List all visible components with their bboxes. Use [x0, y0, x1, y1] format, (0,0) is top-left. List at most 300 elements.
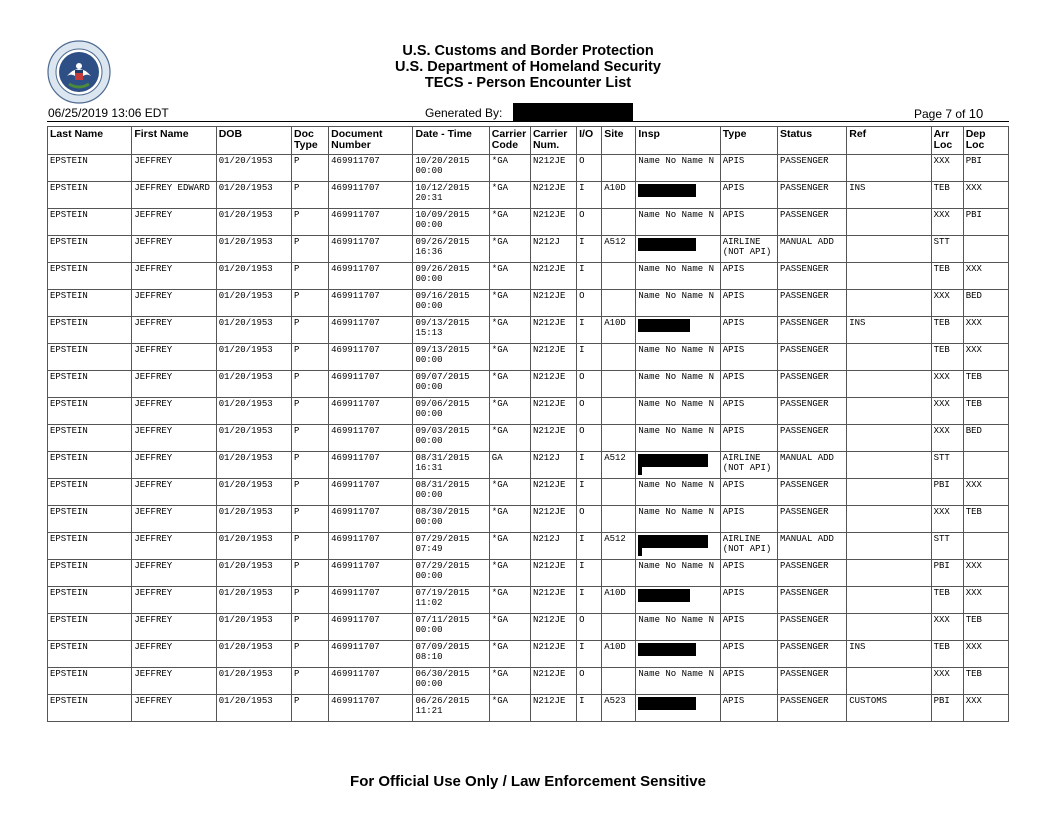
table-row: [48, 290, 1009, 317]
cell-last-name: EPSTEIN: [48, 452, 132, 479]
cell-insp: [636, 236, 720, 263]
cell-dep-loc: PBI: [963, 155, 1008, 182]
cell-carrier-code: *GA: [489, 263, 530, 290]
cell-date-time: 10/09/2015 00:00: [413, 209, 489, 236]
cell-carrier-num: N212JE: [530, 479, 576, 506]
cell-ref: CUSTOMS: [847, 695, 931, 722]
cell-ref: [847, 614, 931, 641]
cell-carrier-code: *GA: [489, 425, 530, 452]
cell-document-number: 469911707: [329, 398, 413, 425]
cell-status: PASSENGER: [777, 668, 846, 695]
cell-carrier-code: *GA: [489, 317, 530, 344]
cell-io: I: [577, 452, 602, 479]
cell-doc-type: P: [292, 263, 329, 290]
cell-dob: 01/20/1953: [216, 398, 291, 425]
cell-insp: Name No Name N: [636, 398, 720, 425]
cell-carrier-code: *GA: [489, 155, 530, 182]
cell-site: A523: [602, 695, 636, 722]
cell-carrier-num: N212JE: [530, 560, 576, 587]
cell-dep-loc: XXX: [963, 182, 1008, 209]
cell-io: I: [577, 641, 602, 668]
cell-last-name: EPSTEIN: [48, 344, 132, 371]
table-row: [48, 344, 1009, 371]
table-row: [48, 236, 1009, 263]
cell-dep-loc: XXX: [963, 587, 1008, 614]
cell-type: APIS: [720, 398, 777, 425]
cell-document-number: 469911707: [329, 452, 413, 479]
cell-document-number: 469911707: [329, 587, 413, 614]
cell-ref: [847, 344, 931, 371]
cell-last-name: EPSTEIN: [48, 236, 132, 263]
cell-last-name: EPSTEIN: [48, 479, 132, 506]
cell-dob: 01/20/1953: [216, 344, 291, 371]
cell-carrier-num: N212JE: [530, 182, 576, 209]
cell-date-time: 06/26/2015 11:21: [413, 695, 489, 722]
cell-last-name: EPSTEIN: [48, 155, 132, 182]
cell-insp: Name No Name N: [636, 344, 720, 371]
cell-dep-loc: XXX: [963, 695, 1008, 722]
cell-arr-loc: STT: [931, 533, 963, 560]
cell-arr-loc: PBI: [931, 479, 963, 506]
cell-carrier-code: *GA: [489, 479, 530, 506]
cell-carrier-num: N212JE: [530, 398, 576, 425]
report-title: TECS - Person Encounter List: [424, 75, 632, 91]
cell-date-time: 07/19/2015 11:02: [413, 587, 489, 614]
cell-io: I: [577, 236, 602, 263]
cell-date-time: 09/26/2015 16:36: [413, 236, 489, 263]
header-rule: [47, 121, 1009, 122]
table-row: [48, 398, 1009, 425]
cell-date-time: 07/29/2015 00:00: [413, 560, 489, 587]
cell-site: A10D: [602, 587, 636, 614]
cell-type: APIS: [720, 290, 777, 317]
cell-last-name: EPSTEIN: [48, 614, 132, 641]
table-row: [48, 560, 1009, 587]
cell-status: PASSENGER: [777, 425, 846, 452]
cell-document-number: 469911707: [329, 236, 413, 263]
cell-io: I: [577, 344, 602, 371]
cell-document-number: 469911707: [329, 560, 413, 587]
cell-carrier-code: *GA: [489, 236, 530, 263]
cell-insp: Name No Name N: [636, 560, 720, 587]
cell-document-number: 469911707: [329, 506, 413, 533]
cell-arr-loc: STT: [931, 452, 963, 479]
cell-insp: [636, 317, 720, 344]
cell-date-time: 07/29/2015 07:49: [413, 533, 489, 560]
cell-insp: Name No Name N: [636, 290, 720, 317]
cell-document-number: 469911707: [329, 668, 413, 695]
cell-ref: [847, 425, 931, 452]
cell-date-time: 09/03/2015 00:00: [413, 425, 489, 452]
cell-document-number: 469911707: [329, 425, 413, 452]
cell-insp: [636, 452, 720, 479]
cell-insp: Name No Name N: [636, 155, 720, 182]
cell-date-time: 10/12/2015 20:31: [413, 182, 489, 209]
cell-last-name: EPSTEIN: [48, 560, 132, 587]
column-header: Carrier Code: [489, 127, 530, 155]
cell-first-name: JEFFREY: [132, 236, 216, 263]
cell-ref: [847, 668, 931, 695]
table-row: [48, 317, 1009, 344]
cell-status: PASSENGER: [777, 344, 846, 371]
redaction-block: [638, 589, 690, 602]
redaction-block: [638, 454, 708, 467]
cell-first-name: JEFFREY: [132, 668, 216, 695]
cell-first-name: JEFFREY: [132, 371, 216, 398]
cell-document-number: 469911707: [329, 614, 413, 641]
cell-site: [602, 479, 636, 506]
cell-date-time: 06/30/2015 00:00: [413, 668, 489, 695]
cell-status: PASSENGER: [777, 209, 846, 236]
cell-carrier-code: *GA: [489, 290, 530, 317]
cell-first-name: JEFFREY: [132, 614, 216, 641]
cell-dep-loc: XXX: [963, 263, 1008, 290]
cell-ref: INS: [847, 641, 931, 668]
cell-doc-type: P: [292, 290, 329, 317]
cell-status: PASSENGER: [777, 317, 846, 344]
page-total: 10: [968, 106, 984, 121]
cell-doc-type: P: [292, 398, 329, 425]
cell-type: APIS: [720, 641, 777, 668]
cell-last-name: EPSTEIN: [48, 695, 132, 722]
cell-site: [602, 425, 636, 452]
table-row: [48, 614, 1009, 641]
cell-insp: [636, 182, 720, 209]
cell-carrier-code: *GA: [489, 641, 530, 668]
cell-dep-loc: XXX: [963, 641, 1008, 668]
cell-doc-type: P: [292, 587, 329, 614]
cell-arr-loc: XXX: [931, 398, 963, 425]
redaction-block: [638, 184, 696, 197]
table-row: [48, 479, 1009, 506]
cell-io: I: [577, 695, 602, 722]
cell-io: O: [577, 290, 602, 317]
cell-site: [602, 560, 636, 587]
cell-ref: [847, 452, 931, 479]
generated-by-label: Generated By:: [425, 106, 503, 120]
cell-carrier-code: *GA: [489, 209, 530, 236]
cell-first-name: JEFFREY: [132, 452, 216, 479]
cell-dep-loc: PBI: [963, 209, 1008, 236]
cell-last-name: EPSTEIN: [48, 317, 132, 344]
cell-type: APIS: [720, 668, 777, 695]
cell-type: APIS: [720, 587, 777, 614]
cell-doc-type: P: [292, 344, 329, 371]
cell-type: APIS: [720, 479, 777, 506]
cell-ref: [847, 209, 931, 236]
cell-io: I: [577, 479, 602, 506]
cell-site: A10D: [602, 317, 636, 344]
cell-dep-loc: BED: [963, 425, 1008, 452]
cell-dep-loc: [963, 452, 1008, 479]
cell-type: APIS: [720, 371, 777, 398]
cell-carrier-num: N212JE: [530, 371, 576, 398]
table-body: [48, 155, 1009, 722]
cell-first-name: JEFFREY: [132, 425, 216, 452]
cell-last-name: EPSTEIN: [48, 290, 132, 317]
cell-status: MANUAL ADD: [777, 452, 846, 479]
cell-type: AIRLINE (NOT API): [720, 533, 777, 560]
cell-ref: [847, 533, 931, 560]
cell-site: [602, 506, 636, 533]
cell-insp: Name No Name N: [636, 506, 720, 533]
redaction-block: [638, 238, 696, 251]
cell-dob: 01/20/1953: [216, 587, 291, 614]
column-header: Carrier Num.: [530, 127, 576, 155]
column-header: Dep Loc: [963, 127, 1008, 155]
cell-ref: [847, 560, 931, 587]
cell-status: PASSENGER: [777, 155, 846, 182]
cell-arr-loc: TEB: [931, 182, 963, 209]
cell-io: I: [577, 263, 602, 290]
table-row: [48, 209, 1009, 236]
cell-first-name: JEFFREY: [132, 317, 216, 344]
cell-doc-type: P: [292, 371, 329, 398]
cell-dob: 01/20/1953: [216, 614, 291, 641]
cell-last-name: EPSTEIN: [48, 371, 132, 398]
cell-carrier-num: N212JE: [530, 614, 576, 641]
cell-arr-loc: XXX: [931, 668, 963, 695]
cell-date-time: 09/13/2015 00:00: [413, 344, 489, 371]
cell-doc-type: P: [292, 236, 329, 263]
cell-io: O: [577, 506, 602, 533]
cell-carrier-code: *GA: [489, 668, 530, 695]
cell-dep-loc: TEB: [963, 398, 1008, 425]
table-row: [48, 668, 1009, 695]
cell-carrier-code: *GA: [489, 344, 530, 371]
cell-carrier-num: N212JE: [530, 290, 576, 317]
cell-dob: 01/20/1953: [216, 479, 291, 506]
redaction-block: [513, 103, 633, 121]
cell-dep-loc: BED: [963, 290, 1008, 317]
table-row: [48, 641, 1009, 668]
cell-ref: [847, 236, 931, 263]
cell-io: O: [577, 209, 602, 236]
cell-carrier-code: *GA: [489, 587, 530, 614]
cell-status: PASSENGER: [777, 641, 846, 668]
cell-site: [602, 344, 636, 371]
cell-type: APIS: [720, 209, 777, 236]
cell-site: [602, 290, 636, 317]
cell-site: [602, 398, 636, 425]
cell-carrier-num: N212JE: [530, 506, 576, 533]
column-header: DOB: [216, 127, 291, 155]
cell-first-name: JEFFREY: [132, 290, 216, 317]
cell-document-number: 469911707: [329, 317, 413, 344]
cell-dob: 01/20/1953: [216, 641, 291, 668]
cell-io: I: [577, 587, 602, 614]
cell-carrier-code: *GA: [489, 182, 530, 209]
cell-status: MANUAL ADD: [777, 236, 846, 263]
cell-dob: 01/20/1953: [216, 560, 291, 587]
cell-date-time: 09/13/2015 15:13: [413, 317, 489, 344]
cell-dep-loc: [963, 236, 1008, 263]
cell-date-time: 09/07/2015 00:00: [413, 371, 489, 398]
cell-status: PASSENGER: [777, 506, 846, 533]
cell-io: I: [577, 533, 602, 560]
cell-type: APIS: [720, 317, 777, 344]
cell-doc-type: P: [292, 452, 329, 479]
cell-first-name: JEFFREY EDWARD: [132, 182, 216, 209]
cell-type: AIRLINE (NOT API): [720, 452, 777, 479]
cell-document-number: 469911707: [329, 479, 413, 506]
cell-carrier-num: N212J: [530, 236, 576, 263]
cell-dob: 01/20/1953: [216, 533, 291, 560]
cell-site: [602, 371, 636, 398]
cell-carrier-code: *GA: [489, 371, 530, 398]
cell-carrier-num: N212J: [530, 533, 576, 560]
cell-document-number: 469911707: [329, 641, 413, 668]
cell-dob: 01/20/1953: [216, 695, 291, 722]
cell-arr-loc: XXX: [931, 209, 963, 236]
cell-date-time: 07/09/2015 08:10: [413, 641, 489, 668]
cell-insp: Name No Name N: [636, 263, 720, 290]
cell-dob: 01/20/1953: [216, 317, 291, 344]
cell-carrier-num: N212JE: [530, 317, 576, 344]
cell-site: [602, 614, 636, 641]
cell-insp: Name No Name N: [636, 668, 720, 695]
cell-date-time: 09/06/2015 00:00: [413, 398, 489, 425]
cell-arr-loc: XXX: [931, 155, 963, 182]
classification-footer: For Official Use Only / Law Enforcement Sensitive: [350, 773, 706, 790]
cell-status: MANUAL ADD: [777, 533, 846, 560]
cell-ref: [847, 506, 931, 533]
cell-arr-loc: XXX: [931, 290, 963, 317]
redaction-block: [638, 697, 696, 710]
cell-carrier-code: GA: [489, 452, 530, 479]
cell-arr-loc: PBI: [931, 695, 963, 722]
column-header: Type: [720, 127, 777, 155]
cell-type: APIS: [720, 182, 777, 209]
cell-dep-loc: TEB: [963, 614, 1008, 641]
table-row: [48, 155, 1009, 182]
cell-first-name: JEFFREY: [132, 533, 216, 560]
cell-doc-type: P: [292, 425, 329, 452]
cell-dep-loc: XXX: [963, 344, 1008, 371]
cell-doc-type: P: [292, 506, 329, 533]
cell-first-name: JEFFREY: [132, 479, 216, 506]
cell-carrier-code: *GA: [489, 506, 530, 533]
cell-first-name: JEFFREY: [132, 344, 216, 371]
cell-type: APIS: [720, 614, 777, 641]
cell-dep-loc: TEB: [963, 506, 1008, 533]
column-header: Doc Type: [292, 127, 329, 155]
cell-insp: [636, 641, 720, 668]
cell-status: PASSENGER: [777, 587, 846, 614]
agency-title: U.S. Customs and Border Protection: [402, 43, 654, 59]
cell-doc-type: P: [292, 533, 329, 560]
cell-carrier-num: N212JE: [530, 155, 576, 182]
cell-last-name: EPSTEIN: [48, 533, 132, 560]
cell-doc-type: P: [292, 668, 329, 695]
cell-site: [602, 668, 636, 695]
cell-first-name: JEFFREY: [132, 506, 216, 533]
cell-arr-loc: XXX: [931, 371, 963, 398]
table-row: [48, 695, 1009, 722]
cell-dob: 01/20/1953: [216, 263, 291, 290]
cell-status: PASSENGER: [777, 479, 846, 506]
report-datetime: 06/25/2019 13:06 EDT: [48, 106, 169, 120]
cell-carrier-code: *GA: [489, 533, 530, 560]
cell-status: PASSENGER: [777, 290, 846, 317]
cell-last-name: EPSTEIN: [48, 668, 132, 695]
cell-doc-type: P: [292, 560, 329, 587]
cell-io: O: [577, 425, 602, 452]
cell-arr-loc: STT: [931, 236, 963, 263]
cell-dob: 01/20/1953: [216, 506, 291, 533]
cell-site: A10D: [602, 182, 636, 209]
cell-ref: [847, 479, 931, 506]
cell-dob: 01/20/1953: [216, 155, 291, 182]
cell-dob: 01/20/1953: [216, 371, 291, 398]
redaction-block: [638, 535, 708, 548]
cell-site: [602, 155, 636, 182]
cell-dob: 01/20/1953: [216, 209, 291, 236]
cell-last-name: EPSTEIN: [48, 425, 132, 452]
table-row: [48, 182, 1009, 209]
cell-carrier-num: N212JE: [530, 695, 576, 722]
cell-arr-loc: XXX: [931, 506, 963, 533]
cell-date-time: 08/30/2015 00:00: [413, 506, 489, 533]
cell-dep-loc: TEB: [963, 371, 1008, 398]
cell-status: PASSENGER: [777, 182, 846, 209]
cell-first-name: JEFFREY: [132, 560, 216, 587]
cell-dob: 01/20/1953: [216, 290, 291, 317]
cell-date-time: 08/31/2015 16:31: [413, 452, 489, 479]
cell-type: APIS: [720, 344, 777, 371]
cell-date-time: 09/26/2015 00:00: [413, 263, 489, 290]
cell-insp: [636, 587, 720, 614]
cell-site: A512: [602, 236, 636, 263]
cell-status: PASSENGER: [777, 614, 846, 641]
table-row: [48, 263, 1009, 290]
cell-dob: 01/20/1953: [216, 668, 291, 695]
redaction-block: [638, 548, 642, 556]
cell-ref: [847, 155, 931, 182]
cell-document-number: 469911707: [329, 695, 413, 722]
cell-dob: 01/20/1953: [216, 182, 291, 209]
cell-dob: 01/20/1953: [216, 425, 291, 452]
cell-ref: [847, 587, 931, 614]
cell-ref: INS: [847, 317, 931, 344]
cell-doc-type: P: [292, 317, 329, 344]
page-indicator: [914, 106, 983, 121]
cell-last-name: EPSTEIN: [48, 263, 132, 290]
cell-arr-loc: TEB: [931, 344, 963, 371]
cell-status: PASSENGER: [777, 263, 846, 290]
cell-last-name: EPSTEIN: [48, 209, 132, 236]
cell-last-name: EPSTEIN: [48, 587, 132, 614]
cell-carrier-num: N212JE: [530, 209, 576, 236]
cell-type: APIS: [720, 695, 777, 722]
cell-arr-loc: XXX: [931, 425, 963, 452]
cell-document-number: 469911707: [329, 155, 413, 182]
cell-carrier-code: *GA: [489, 614, 530, 641]
cell-date-time: 08/31/2015 00:00: [413, 479, 489, 506]
cell-insp: Name No Name N: [636, 425, 720, 452]
cell-carrier-code: *GA: [489, 695, 530, 722]
column-header: Document Number: [329, 127, 413, 155]
cell-io: O: [577, 398, 602, 425]
column-header: First Name: [132, 127, 216, 155]
redaction-block: [638, 319, 690, 332]
column-header: Date - Time: [413, 127, 489, 155]
table-row: [48, 371, 1009, 398]
cell-document-number: 469911707: [329, 371, 413, 398]
cell-dob: 01/20/1953: [216, 236, 291, 263]
cell-doc-type: P: [292, 182, 329, 209]
department-title: U.S. Department of Homeland Security: [395, 59, 661, 75]
